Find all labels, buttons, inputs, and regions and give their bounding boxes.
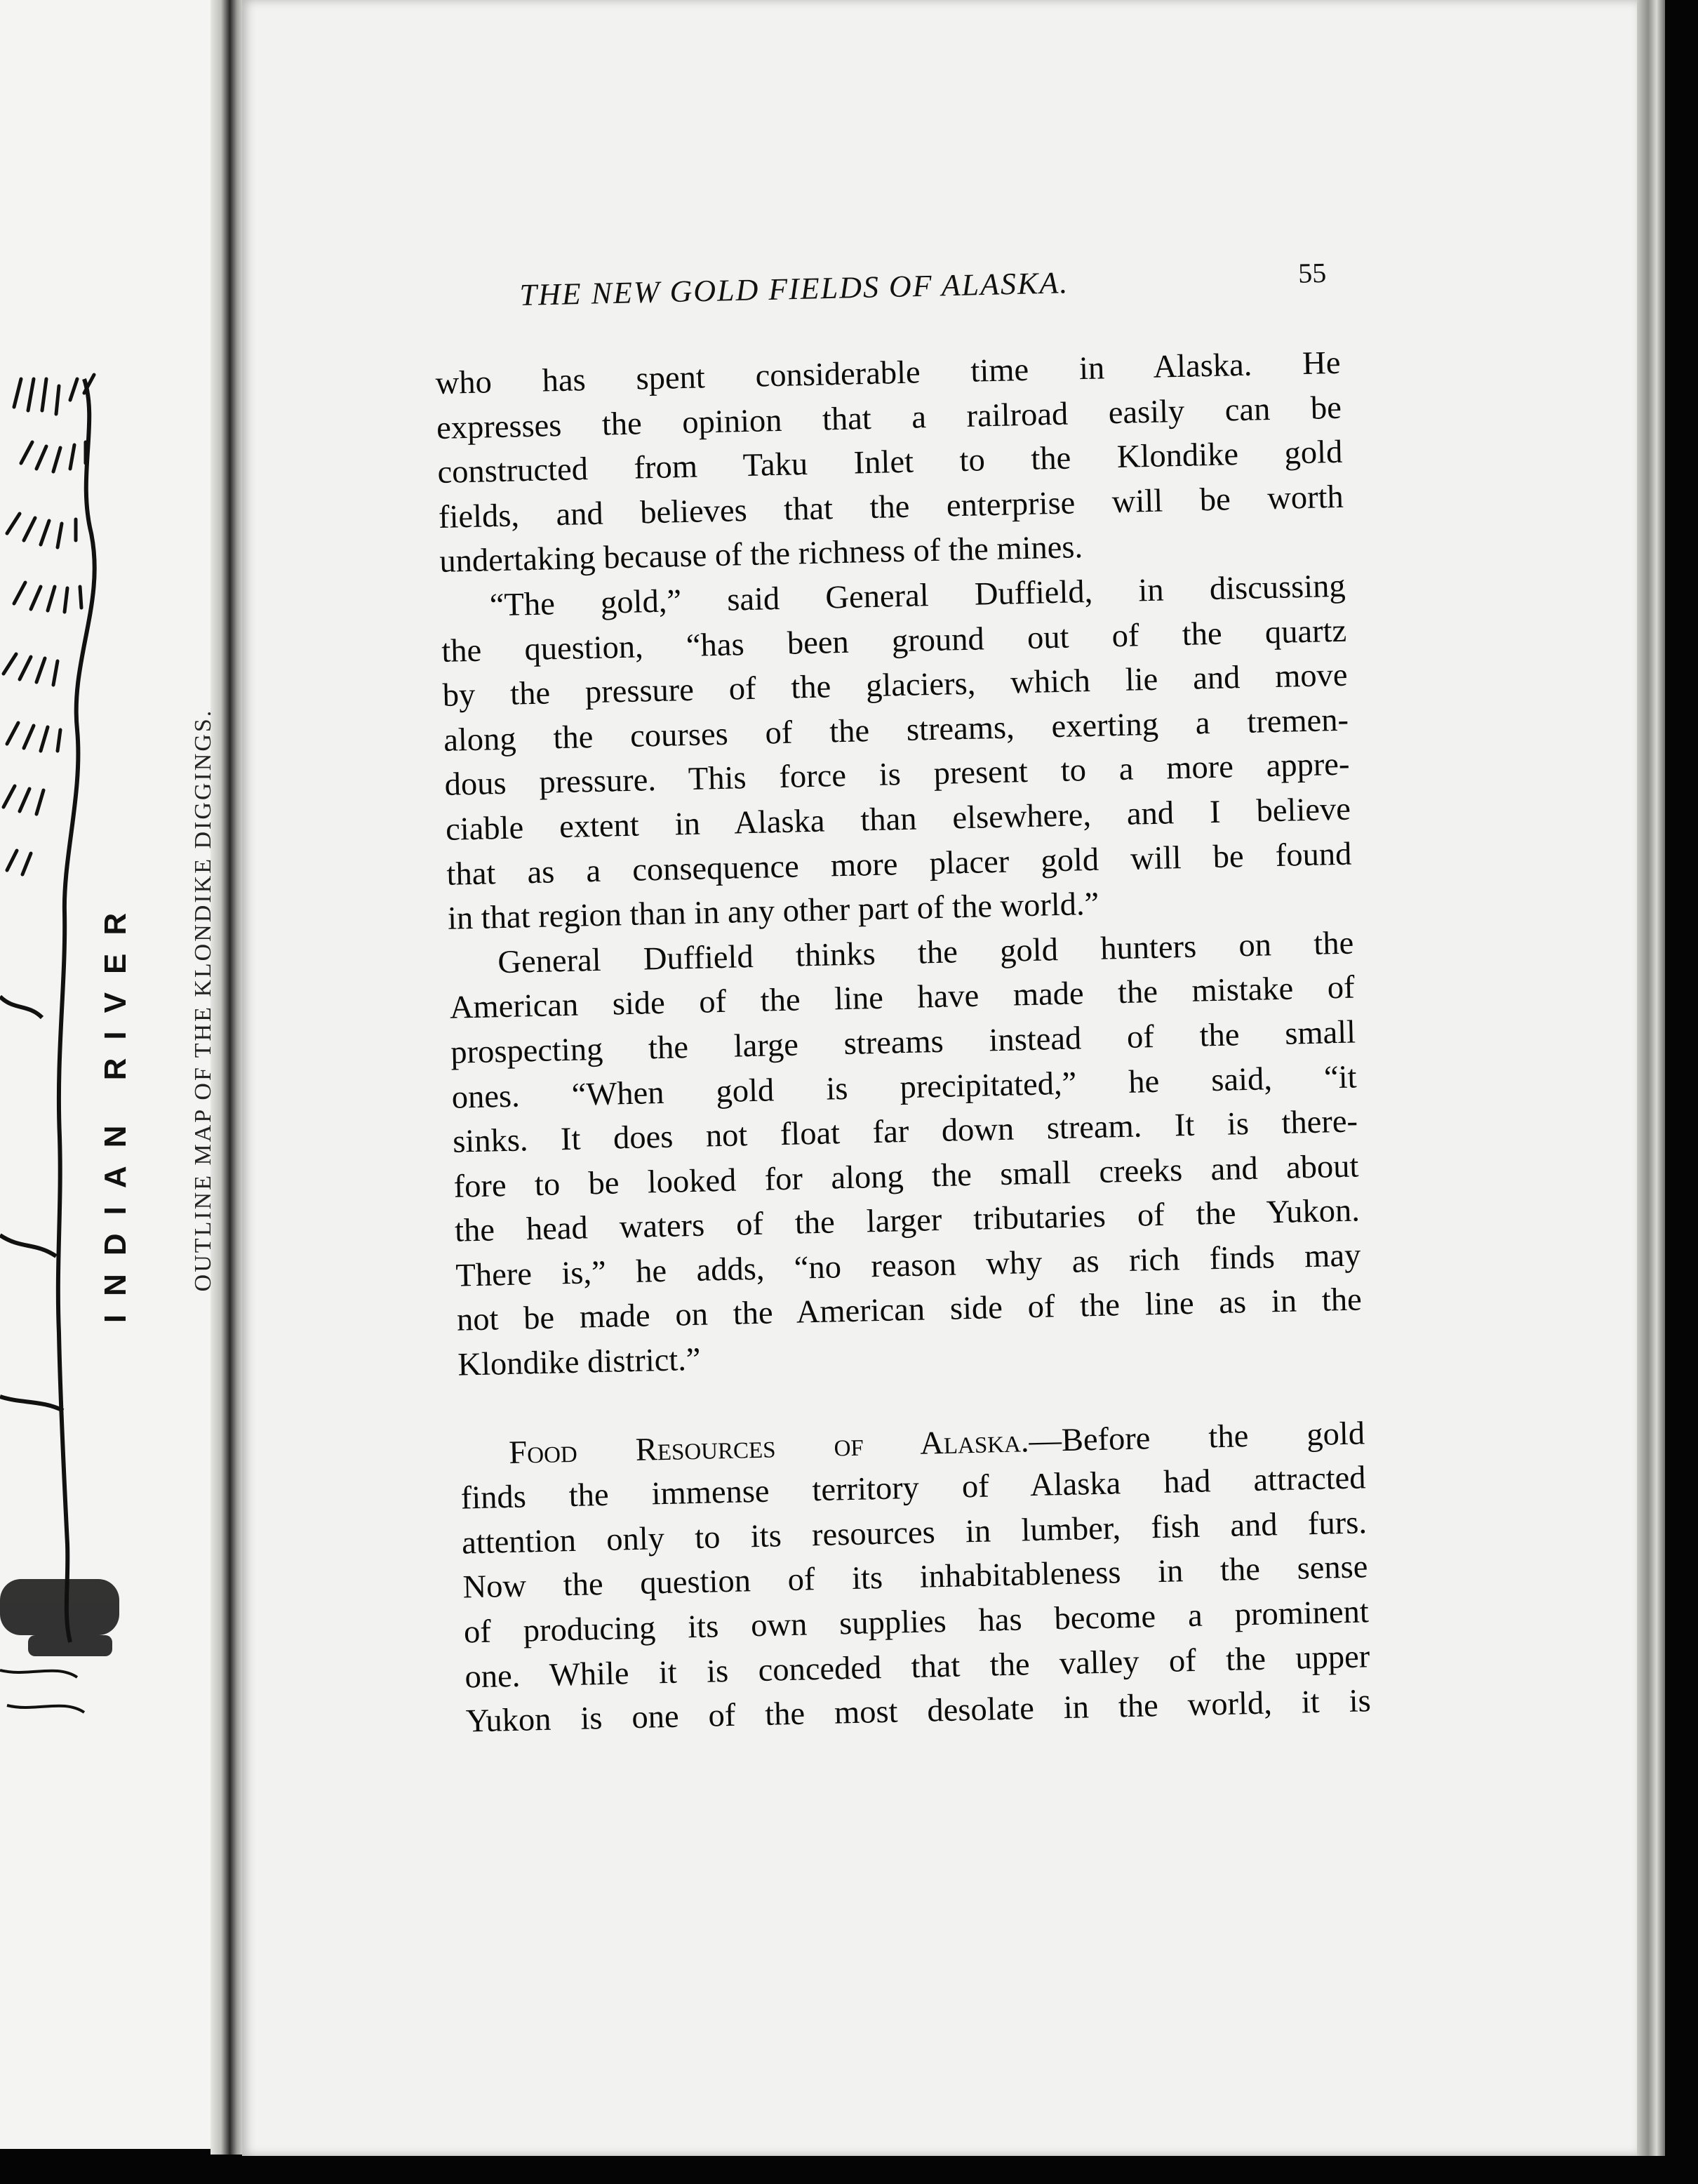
page-edge — [1637, 0, 1665, 2156]
text-line: undertaking because of the richness of the mines. — [439, 529, 1083, 580]
text-line: along the courses of the streams, exerting a tremen- — [443, 702, 1349, 759]
text-line: fields, and believes that the enterprise will be worth — [438, 479, 1344, 535]
map-river-label: INDIAN RIVER — [98, 894, 133, 1324]
paragraph — [435, 341, 1345, 585]
text-line: “The gold,” said General Duffield, in discussing — [489, 568, 1346, 624]
text-line: ones. “When gold is precipitated,” he said, “it — [451, 1058, 1358, 1116]
text-line: finds the immense territory of Alaska had attracted — [460, 1460, 1367, 1517]
text-line: Yukon is one of the most desolate in the world, it is — [465, 1683, 1372, 1740]
text-line: the head waters of the larger tributaries of the Yukon. — [454, 1192, 1361, 1249]
body-text — [435, 341, 1371, 1745]
text-line: the question, “has been ground out of the quartz — [441, 613, 1347, 670]
text-line: prospecting the large streams instead of the small — [450, 1014, 1356, 1071]
section-heading: Food Resources of Alaska. — [508, 1423, 1029, 1471]
text-line: of producing its own supplies has become a prominent — [463, 1594, 1370, 1651]
text-line: that as a consequence more placer gold will be found — [446, 836, 1352, 893]
text-line: Klondike district.” — [457, 1341, 702, 1383]
text-line-continuation: —Before the gold — [1028, 1415, 1365, 1459]
text-line: sinks. It does not float far down stream. It is there- — [452, 1103, 1358, 1160]
text-line: ciable extent in Alaska than elsewhere, and I believe — [445, 791, 1351, 848]
text-line: Now the question of its inhabitableness in the sense — [462, 1549, 1368, 1606]
text-line: in that region than in any other part of the world.” — [447, 886, 1099, 937]
text-line: not be made on the American side of the line as in the — [456, 1281, 1363, 1339]
text-line: expresses the opinion that a railroad easily can be — [436, 389, 1342, 446]
text-line: one. While it is conceded that the valley of the upper — [464, 1638, 1370, 1696]
text-line: by the pressure of the glaciers, which lie and move — [442, 657, 1349, 714]
text-line: General Duffield thinks the gold hunters on the — [497, 925, 1354, 980]
text-line: attention only to its resources in lumber, fish and furs. — [461, 1505, 1368, 1562]
paragraph — [440, 564, 1353, 942]
text-line: fore to be looked for along the small creeks and about — [453, 1148, 1359, 1205]
running-title: THE NEW GOLD FIELDS OF ALASKA. — [519, 265, 1069, 312]
text-line: constructed from Taku Inlet to the Klondike gold — [437, 434, 1343, 491]
text-line: American side of the line have made the mistake of — [449, 969, 1356, 1027]
text-line: There is,” he adds, “no reason why as rich finds may — [455, 1237, 1361, 1294]
paragraph — [448, 921, 1363, 1387]
page-number: 55 — [1297, 256, 1327, 289]
text-line: who has spent considerable time in Alaska. He — [435, 345, 1341, 401]
text-line: dous pressure. This force is present to a more appre- — [444, 746, 1350, 804]
paragraph — [460, 1411, 1372, 1744]
map-caption: OUTLINE MAP OF THE KLONDIKE DIGGINGS. — [190, 708, 216, 1292]
